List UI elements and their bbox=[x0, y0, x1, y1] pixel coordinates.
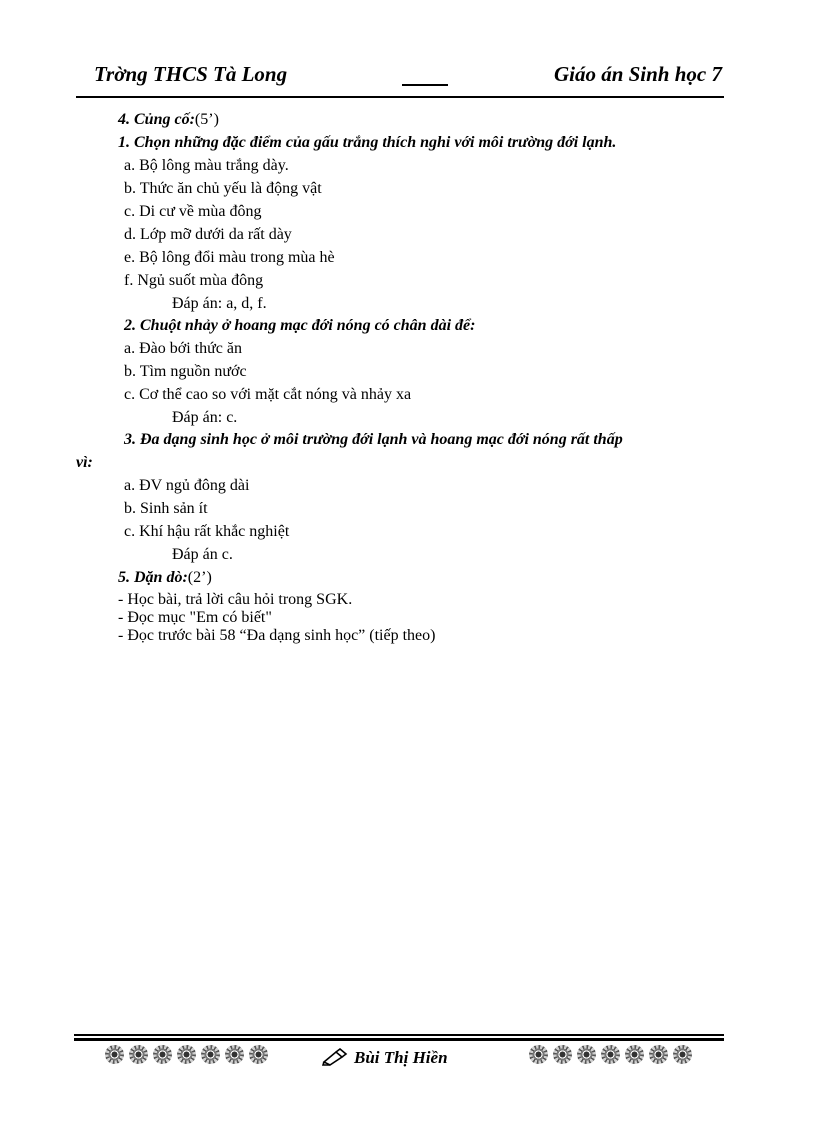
pen-icon bbox=[322, 1048, 348, 1066]
q3-answer: Đáp án c. bbox=[172, 546, 233, 563]
section-4-time: (5’) bbox=[194, 111, 219, 128]
question-2: 2. Chuột nhảy ở hoang mạc đới nóng có chân dài để: bbox=[124, 317, 476, 334]
q2-option-a: a. Đào bới thức ăn bbox=[124, 340, 242, 357]
page-header bbox=[76, 62, 724, 96]
flower-icon bbox=[672, 1044, 693, 1065]
section-4-title: 4. Củng cố: bbox=[118, 111, 195, 128]
q2-option-b: b. Tìm nguồn nước bbox=[124, 363, 247, 380]
flower-icon bbox=[528, 1044, 549, 1065]
q1-option-b: b. Thức ăn chủ yếu là động vật bbox=[124, 180, 322, 197]
question-1: 1. Chọn những đặc điểm của gấu trắng thích nghi với môi trường đới lạnh. bbox=[118, 134, 617, 151]
flower-icon bbox=[248, 1044, 269, 1065]
flower-icon bbox=[600, 1044, 621, 1065]
homework-item-1: - Học bài, trả lời câu hỏi trong SGK. bbox=[118, 591, 353, 608]
q1-option-f: f. Ngủ suốt mùa đông bbox=[124, 272, 264, 289]
section-5-heading bbox=[118, 568, 212, 588]
flower-icon bbox=[576, 1044, 597, 1065]
q3-option-b: b. Sinh sản ít bbox=[124, 500, 208, 517]
document-title: Giáo án Sinh học 7 bbox=[553, 62, 722, 86]
q2-answer: Đáp án: c. bbox=[172, 409, 238, 426]
question-3: 3. Đa dạng sinh học ở môi trường đới lạnh và hoang mạc đới nóng rất thấp bbox=[124, 431, 623, 448]
q3-option-a: a. ĐV ngủ đông dài bbox=[124, 477, 250, 494]
section-4-heading bbox=[118, 110, 219, 130]
q1-option-a: a. Bộ lông màu trắng dày. bbox=[124, 157, 289, 174]
q1-answer: Đáp án: a, d, f. bbox=[172, 295, 267, 312]
flower-icon bbox=[104, 1044, 125, 1065]
q1-option-c: c. Di cư về mùa đông bbox=[124, 203, 262, 220]
section-5-time: (2’) bbox=[187, 569, 212, 586]
author-name: Bùi Thị Hiền bbox=[354, 1048, 448, 1067]
flower-icon bbox=[152, 1044, 173, 1065]
footer-flowers-left bbox=[104, 1044, 269, 1068]
flower-icon bbox=[224, 1044, 245, 1065]
q2-option-c: c. Cơ thể cao so với mặt cắt nóng và nhảy xa bbox=[124, 386, 412, 403]
question-3-continued: vì: bbox=[76, 454, 93, 471]
header-rule bbox=[76, 96, 724, 98]
q1-option-d: d. Lớp mỡ dưới da rất dày bbox=[124, 226, 292, 243]
footer-rule-thick bbox=[74, 1038, 724, 1041]
flower-icon bbox=[552, 1044, 573, 1065]
footer-flowers-right bbox=[528, 1044, 693, 1068]
homework-item-3: - Đọc trước bài 58 “Đa dạng sinh học” (tiếp theo) bbox=[118, 627, 436, 644]
homework-item-2: - Đọc mục "Em có biết" bbox=[118, 609, 272, 626]
flower-icon bbox=[128, 1044, 149, 1065]
header-blank-line bbox=[402, 84, 448, 86]
q1-option-e: e. Bộ lông đổi màu trong mùa hè bbox=[124, 249, 335, 266]
flower-icon bbox=[176, 1044, 197, 1065]
school-name: Trờng THCS Tà Long bbox=[94, 62, 288, 86]
flower-icon bbox=[624, 1044, 645, 1065]
flower-icon bbox=[648, 1044, 669, 1065]
section-5-title: 5. Dặn dò: bbox=[118, 569, 188, 586]
q3-option-c: c. Khí hậu rất khắc nghiệt bbox=[124, 523, 290, 540]
flower-icon bbox=[200, 1044, 221, 1065]
footer-rule-thin bbox=[74, 1034, 724, 1036]
